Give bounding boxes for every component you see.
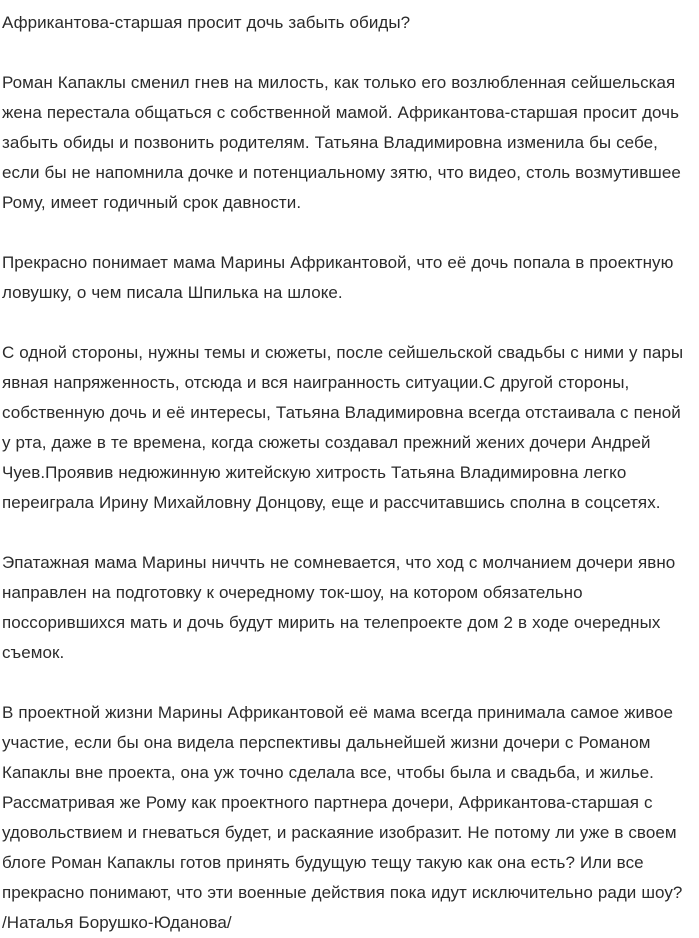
article-headline: Африкантова-старшая просит дочь забыть обиды? [2, 13, 411, 32]
paragraph-spacer [2, 668, 693, 698]
article-paragraph: В проектной жизни Марины Африкантовой её мама всегда принимала самое живое участие, если бы она видела перспективы дальнейшей жизни дочери с Романом Капаклы вне проекта, она уж точно сделала все, чтобы была и свадьба, и жилье. Рассматривая же Рому как проектного партнера дочери, Африкантова-старшая с удовольствием и гневаться будет, и раскаяние изобразит. Не потому ли уже в своем блоге Роман Капаклы готов принять будущую тещу такую как она есть? Или все прекрасно понимают, что эти военные действия пока идут исключительно ради шоу? [2, 703, 683, 902]
article-signature: /Наталья Борушко-Юданова/ [2, 913, 232, 932]
paragraph-spacer [2, 218, 693, 248]
article-paragraph: Роман Капаклы сменил гнев на милость, как только его возлюбленная сейшельская жена перестала общаться с собственной мамой. Африкантова-старшая просит дочь забыть обиды и позвонить родителям. Татьяна Владимировна изменила бы себе, если бы не напомнила дочке и потенциальному зятю, что видео, столь возмутившее Рому, имеет годичный срок давности. [2, 73, 681, 212]
paragraph-spacer [2, 308, 693, 338]
paragraph-spacer [2, 38, 693, 68]
article-paragraph: Эпатажная мама Марины ниччть не сомневается, что ход с молчанием дочери явно направлен на подготовку к очередному ток-шоу, на котором обязательно поссорившихся мать и дочь будут мирить на телепроекте дом 2 в ходе очередных съемок. [2, 553, 676, 662]
article-paragraph: С одной стороны, нужны темы и сюжеты, после сейшельской свадьбы с ними у пары явная напряженность, отсюда и вся наигранность ситуации.С другой стороны, собственную дочь и её интересы, Татьяна Владимировна всегда отстаивала с пеной у рта, даже в те времена, когда сюжеты создавал прежний жених дочери Андрей Чуев.Проявив недюжинную житейскую хитрость Татьяна Владимировна легко переиграла Ирину Михайловну Донцову, еще и рассчитавшись сполна в соцсетях. [2, 343, 684, 512]
paragraph-spacer [2, 518, 693, 548]
article-paragraph: Прекрасно понимает мама Марины Африкантовой, что её дочь попала в проектную ловушку, о чем писала Шпилька на шлоке. [2, 253, 674, 302]
